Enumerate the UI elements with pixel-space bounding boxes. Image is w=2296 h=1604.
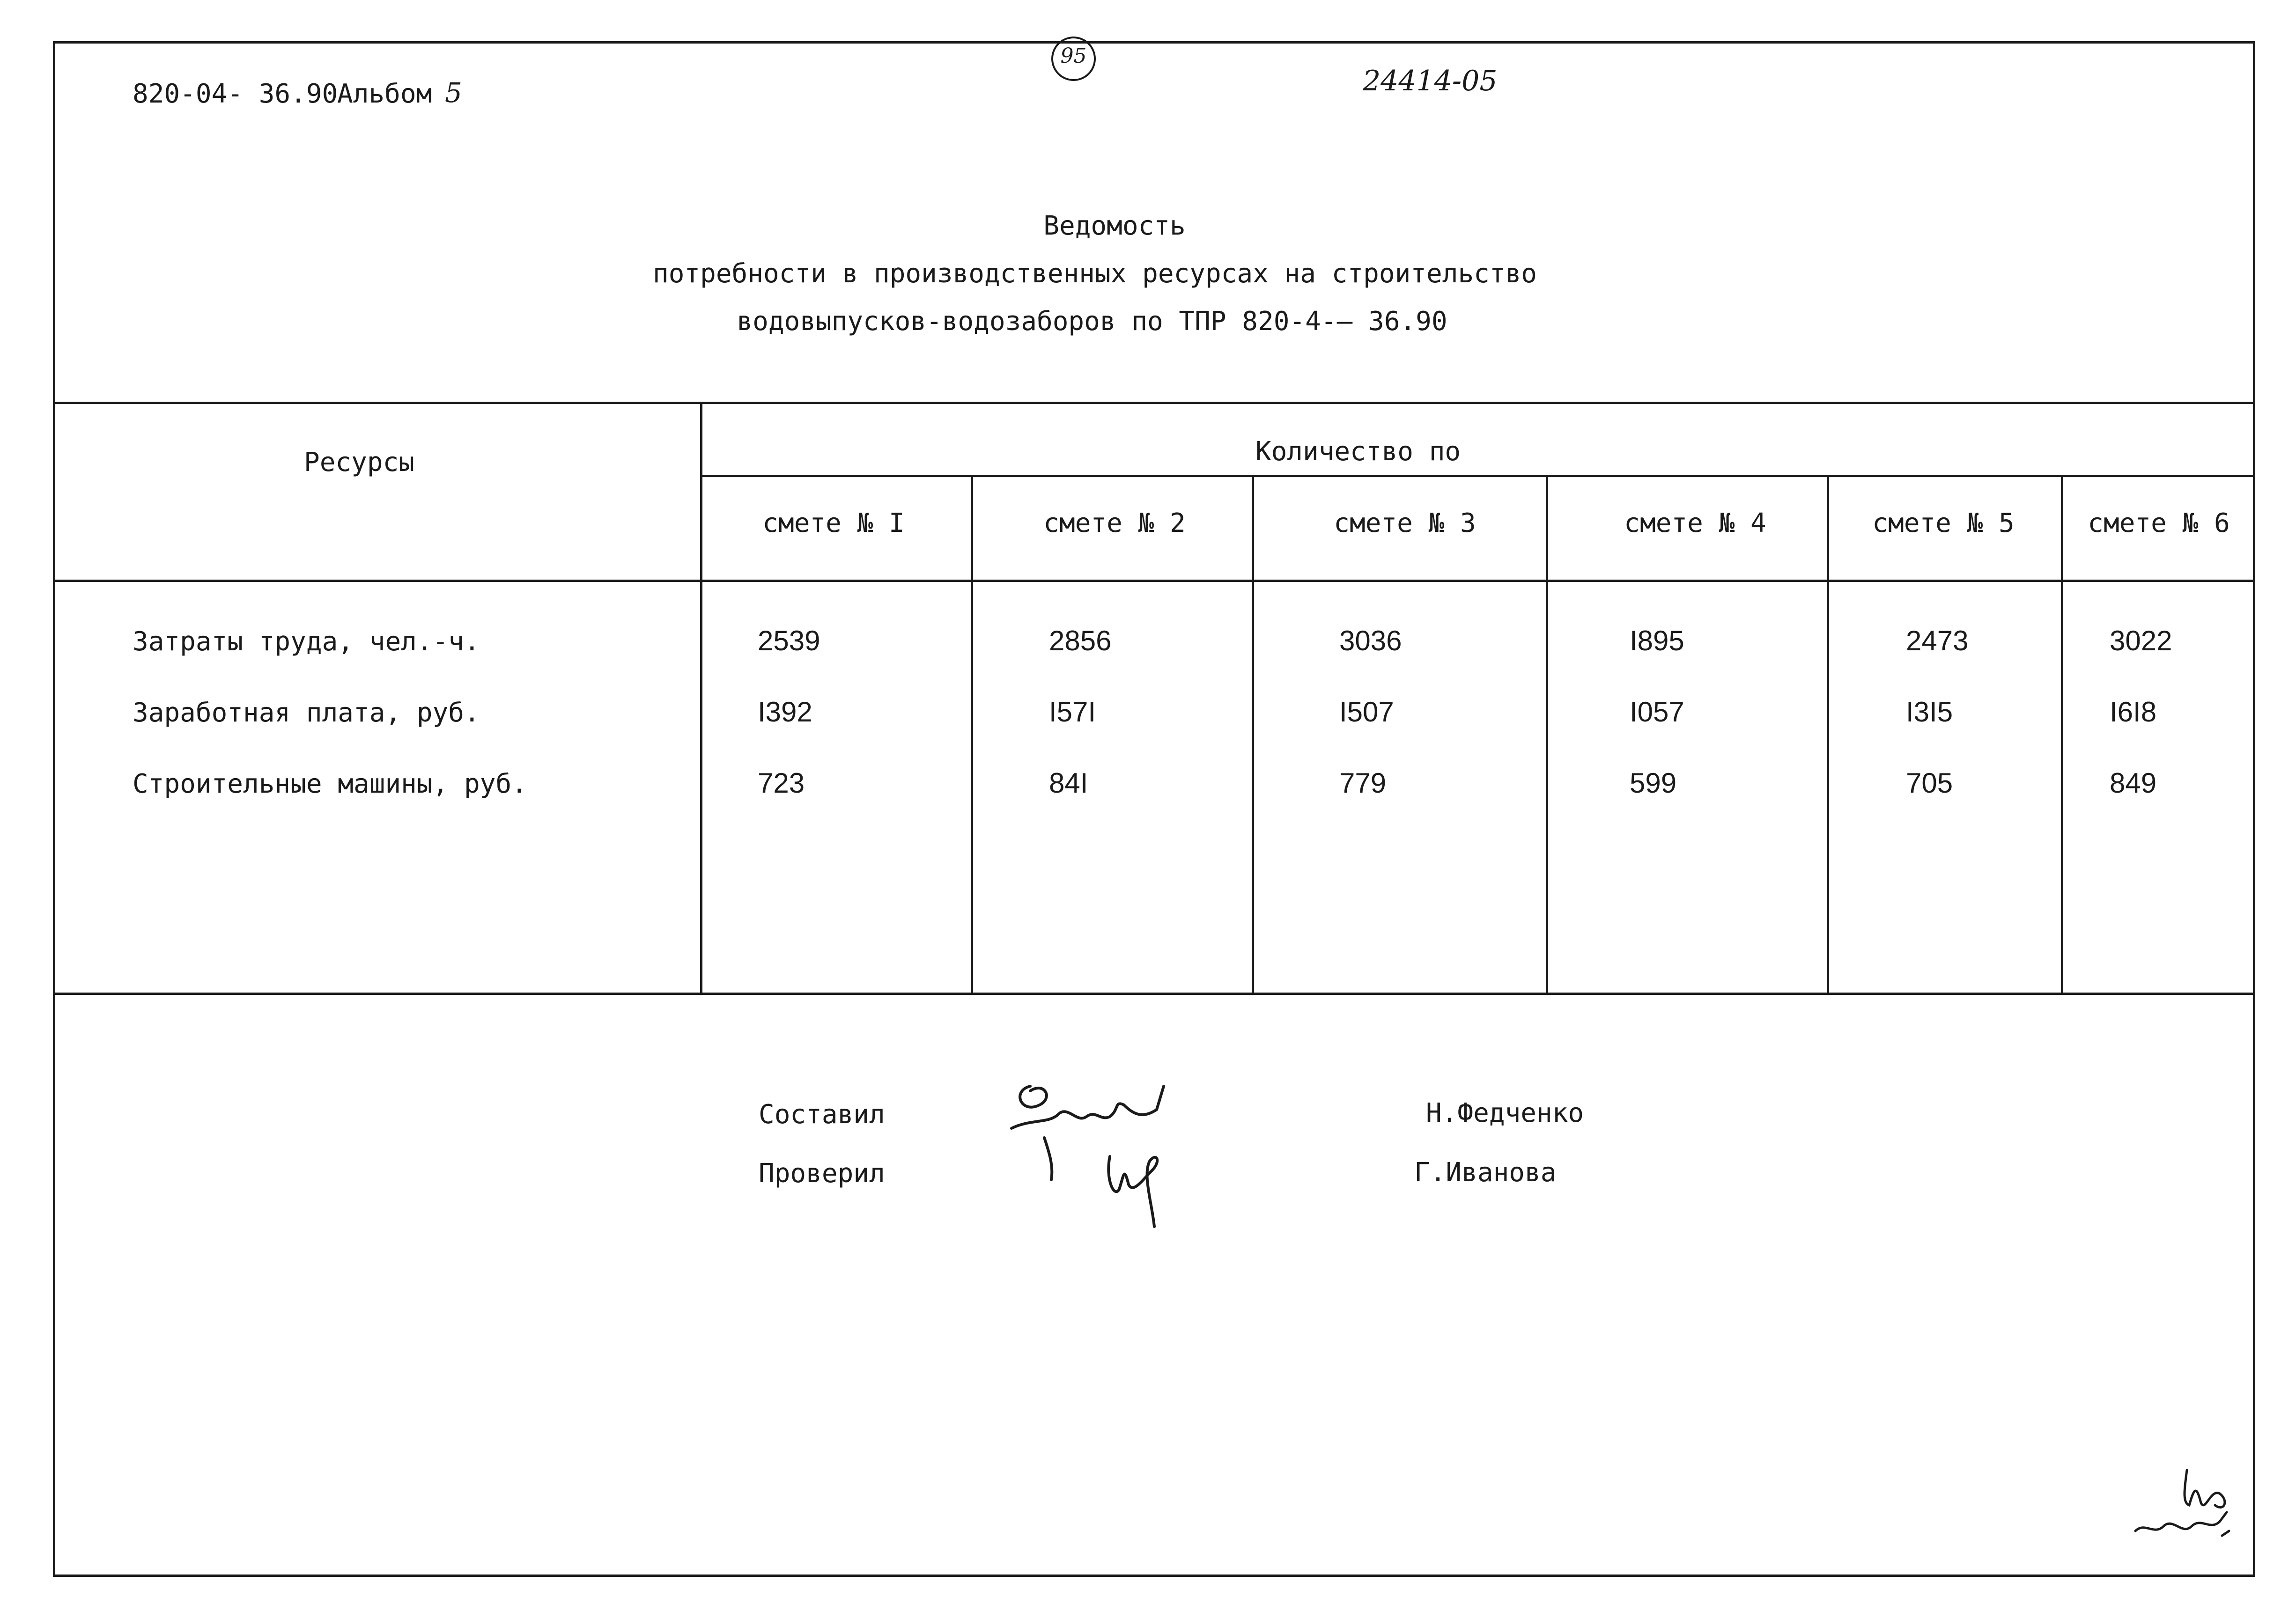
title-line-2: потребности в производственных ресурсах на строительство [652, 258, 1537, 289]
row-label: Строительные машины, руб. [133, 769, 527, 799]
column-header: смете № I [762, 508, 905, 538]
column-divider [2061, 475, 2063, 995]
table-cell: 3022 [2110, 625, 2172, 656]
column-header: смете № 2 [1043, 508, 1186, 538]
table-cell: I57I [1049, 696, 1096, 728]
resources-header: Ресурсы [303, 447, 415, 478]
column-divider [1252, 475, 1254, 995]
table-cell: 723 [758, 767, 805, 799]
table-cell: I6I8 [2110, 696, 2157, 728]
doc-code: 820-04- 36.90 [133, 79, 338, 109]
title-line-3: водовыпусков-водозаборов по ТПР 820-4-— 36.90 [737, 306, 1447, 337]
row-label: Затраты труда, чел.-ч. [133, 626, 480, 657]
title-line-1: Ведомость [1043, 211, 1186, 241]
table-bottom-rule [53, 993, 2255, 995]
table-cell: 3036 [1339, 625, 1402, 656]
column-header: смете № 5 [1872, 508, 2015, 538]
quantity-header: Количество по [1255, 436, 1461, 467]
table-cell: I895 [1630, 625, 1684, 656]
page-number: 95 [1060, 44, 1087, 68]
checked-by-name: Г.Иванова [1414, 1157, 1557, 1188]
table-cell: 705 [1906, 767, 1953, 799]
table-cell: I507 [1339, 696, 1394, 728]
column-divider [1827, 475, 1829, 995]
checked-by-label: Проверил [759, 1158, 885, 1189]
table-cell: I392 [758, 696, 812, 728]
page-number-stamp [1051, 37, 1096, 81]
table-cell: 2473 [1906, 625, 1969, 656]
inventory-number: 24414-05 [1363, 65, 1498, 97]
row-label: Заработная плата, руб. [133, 698, 480, 728]
corner-signature [2131, 1461, 2243, 1564]
table-cell: I3I5 [1906, 696, 1953, 728]
album-number: 5 [445, 77, 462, 109]
column-divider [971, 475, 973, 995]
table-cell: 779 [1339, 767, 1387, 799]
table-top-rule [53, 402, 2255, 404]
table-cell: 2856 [1049, 625, 1112, 656]
table-cell: 599 [1630, 767, 1677, 799]
compiler-signature [1002, 1072, 1199, 1222]
column-header: смете № 3 [1334, 508, 1476, 538]
column-header: смете № 6 [2088, 508, 2230, 538]
header-bottom-rule [53, 580, 2255, 582]
column-header: смете № 4 [1624, 508, 1766, 538]
table-cell: 84I [1049, 767, 1088, 799]
quantity-header-rule [700, 475, 2255, 477]
table-cell: 2539 [758, 625, 820, 656]
table-cell: I057 [1630, 696, 1684, 728]
column-divider [1546, 475, 1548, 995]
compiled-by-label: Составил [759, 1099, 885, 1130]
table-cell: 849 [2110, 767, 2157, 799]
album-label: Альбом [337, 79, 432, 109]
column-divider [700, 402, 702, 995]
compiled-by-name: Н.Федченко [1426, 1098, 1584, 1128]
